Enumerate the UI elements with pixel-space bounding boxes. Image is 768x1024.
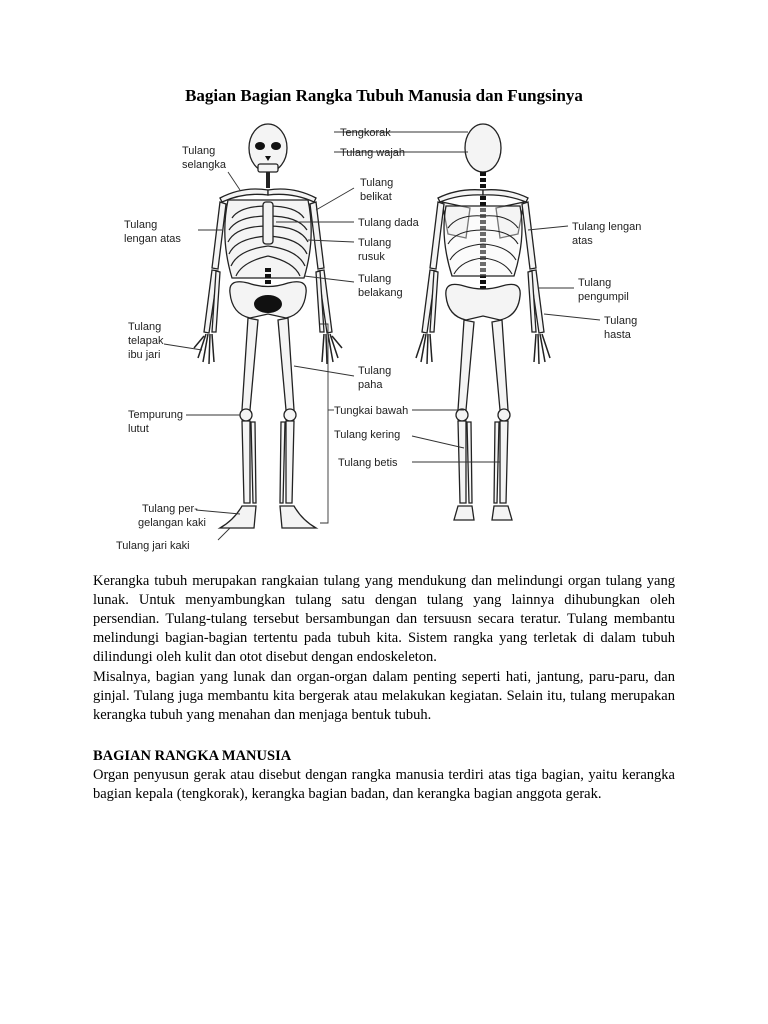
label-pergelangan-2: gelangan kaki bbox=[138, 517, 206, 529]
label-jari-kaki: Tulang jari kaki bbox=[116, 540, 190, 552]
paragraph-example: Misalnya, bagian yang lunak dan organ-organ dalam penting seperti hati, jantung, paru-paru, dan ginjal. Tulang juga membantu kita bergerak atau melakukan kegiatan. Selain itu, tulang merupakan kerangka tubuh yang menahan dan menjaga bentuk tubuh. bbox=[93, 669, 675, 723]
page-title: Bagian Bagian Rangka Tubuh Manusia dan Fungsinya bbox=[185, 86, 583, 105]
label-telapak-2: telapak bbox=[128, 335, 164, 347]
label-tungkai-bawah: Tungkai bawah bbox=[334, 405, 409, 417]
label-lengan-atas-2: lengan atas bbox=[124, 233, 181, 245]
label-pergelangan-1: Tulang per- bbox=[142, 503, 198, 515]
label-belakang-1: Tulang bbox=[358, 273, 392, 285]
label-tulang-selangka-2: selangka bbox=[182, 159, 227, 171]
label-tulang-wajah: Tulang wajah bbox=[340, 147, 406, 159]
labels-left bbox=[116, 145, 227, 552]
label-lengan-atas-kanan-2: atas bbox=[572, 235, 593, 247]
label-paha-1: Tulang bbox=[358, 365, 392, 377]
label-telapak-1: Tulang bbox=[128, 321, 162, 333]
label-tempurung-2: lutut bbox=[128, 423, 149, 435]
labels-center bbox=[334, 127, 420, 469]
label-pengumpil-1: Tulang bbox=[578, 277, 612, 289]
label-tengkorak: Tengkorak bbox=[340, 127, 391, 139]
front-skeleton bbox=[194, 124, 342, 528]
label-tulang-kering: Tulang kering bbox=[334, 429, 401, 441]
skeleton-figure bbox=[108, 118, 668, 558]
labels-right bbox=[572, 221, 641, 341]
label-belakang-2: belakang bbox=[358, 287, 403, 299]
label-lengan-atas-kanan-1: Tulang lengan bbox=[572, 221, 642, 233]
paragraph-section: Organ penyusun gerak atau disebut dengan rangka manusia terdiri atas tiga bagian, yaitu kerangka bagian kepala (tengkorak), kerangka bagian badan, dan kerangka bagian anggota gerak. bbox=[93, 767, 675, 802]
label-telapak-3: ibu jari bbox=[128, 349, 161, 361]
skeleton-illustration bbox=[108, 118, 668, 558]
label-lengan-atas-1: Tulang bbox=[124, 219, 158, 231]
label-belikat-2: belikat bbox=[360, 191, 392, 203]
section-heading: BAGIAN RANGKA MANUSIA bbox=[93, 748, 292, 764]
label-tulang-betis: Tulang betis bbox=[338, 457, 398, 469]
label-tempurung-1: Tempurung bbox=[128, 409, 184, 421]
label-tulang-dada: Tulang dada bbox=[358, 217, 419, 229]
label-rusuk-2: rusuk bbox=[358, 251, 385, 263]
label-pengumpil-2: pengumpil bbox=[578, 291, 629, 303]
label-belikat-1: Tulang bbox=[360, 177, 394, 189]
paragraph-intro: Kerangka tubuh merupakan rangkaian tulang yang mendukung dan melindungi organ tulang yang lunak. Untuk menyambungkan tulang satu dengan tulang yang lainnya dihubungkan oleh persendian. Tulang-tulang tersebut bersambungan dan tersuusn secara teratur. Tulang membantu melindungi bagian-bagian tertentu pada tubuh kita. Sistem rangka yang terletak di dalam tubuh dilindungi oleh kulit dan otot disebut dengan endoskeleton. bbox=[93, 573, 675, 665]
back-skeleton bbox=[416, 124, 550, 520]
label-hasta-2: hasta bbox=[604, 329, 631, 341]
label-hasta-1: Tulang bbox=[604, 315, 638, 327]
label-rusuk-1: Tulang bbox=[358, 237, 392, 249]
label-tulang-selangka-1: Tulang bbox=[182, 145, 216, 157]
label-paha-2: paha bbox=[358, 379, 383, 391]
